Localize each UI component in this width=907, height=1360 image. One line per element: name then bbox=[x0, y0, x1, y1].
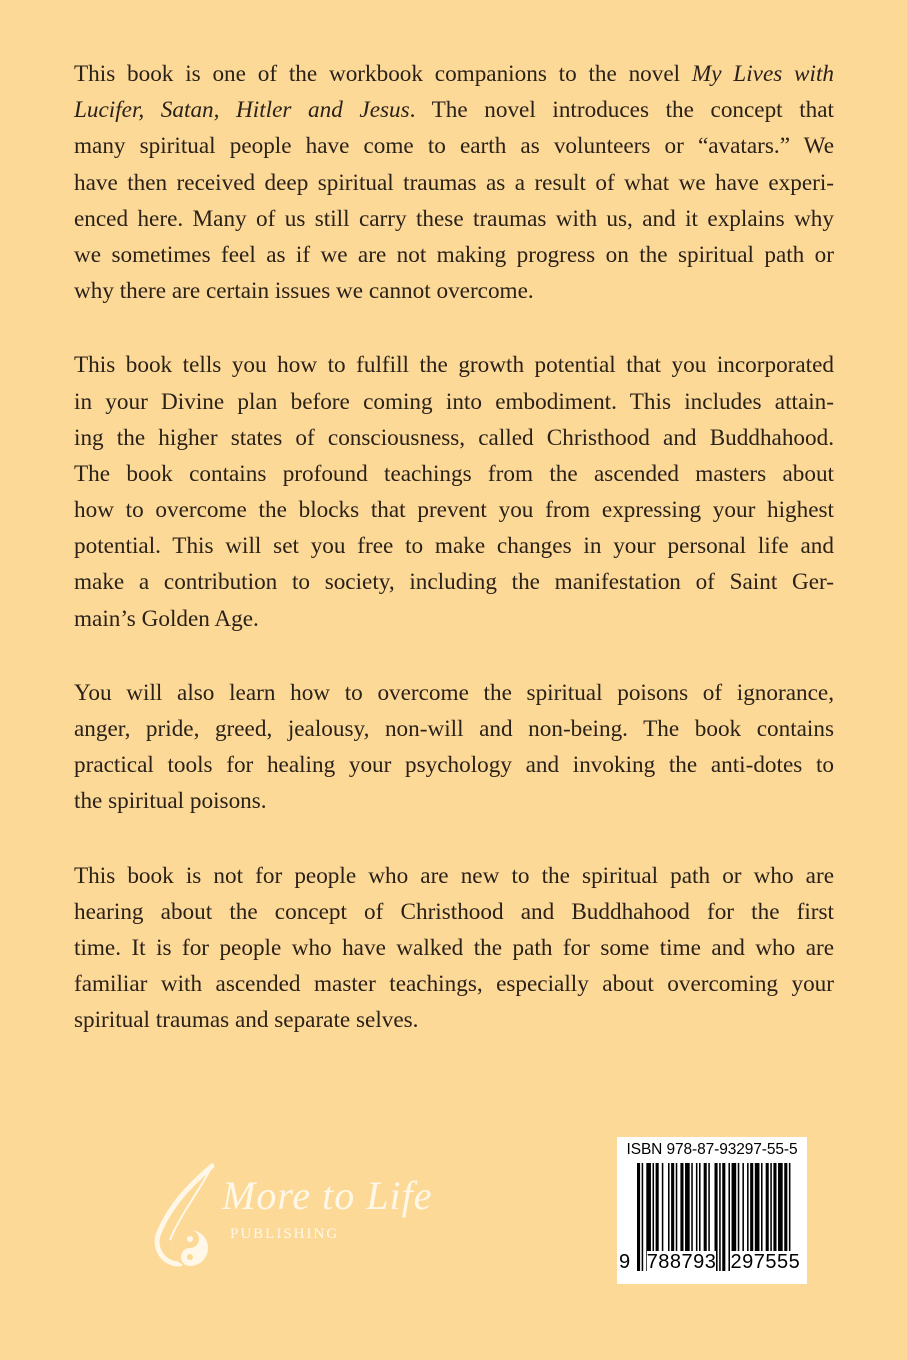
back-cover-text bbox=[74, 56, 834, 1039]
text-line: the spiritual poisons. bbox=[74, 788, 267, 815]
paragraph-gap bbox=[74, 637, 834, 675]
barcode-digit-first: 9 bbox=[619, 1251, 631, 1273]
paragraph-gap bbox=[74, 309, 834, 347]
text-line: time. It is for people who have walked the path for some time and who are bbox=[74, 934, 834, 961]
paragraph bbox=[74, 347, 834, 637]
isbn-label: ISBN 978-87-93297-55-5 bbox=[626, 1141, 798, 1158]
text-line: potential. This will set you free to make changes in your personal life and bbox=[74, 533, 834, 560]
text-line: many spiritual people have come to earth as volunteers or “avatars.” We bbox=[74, 133, 834, 160]
text-line: Lucifer, Satan, Hitler and Jesus. The novel introduces the concept that bbox=[74, 97, 834, 124]
text-line: spiritual traumas and separate selves. bbox=[74, 1007, 419, 1034]
text-line: familiar with ascended master teachings, especially about overcoming your bbox=[74, 971, 834, 998]
text-line: hearing about the concept of Christhood and Buddhahood for the first bbox=[74, 898, 834, 925]
paragraph bbox=[74, 858, 834, 1039]
text-line: how to overcome the blocks that prevent you from expressing your highest bbox=[74, 497, 834, 524]
publisher-logo bbox=[150, 1160, 450, 1270]
text-line: This book tells you how to fulfill the growth potential that you incorporated bbox=[74, 352, 834, 379]
paragraph bbox=[74, 56, 834, 309]
book-title: My Lives with bbox=[691, 61, 834, 87]
text-line: The book contains profound teachings from the ascended masters about bbox=[74, 460, 834, 487]
isbn-barcode bbox=[617, 1137, 807, 1284]
text-line: ing the higher states of consciousness, called Christhood and Buddhahood. bbox=[74, 424, 834, 451]
publisher-subtitle: PUBLISHING bbox=[230, 1226, 340, 1242]
text-line: make a contribution to society, including the manifestation of Saint Ger- bbox=[74, 569, 834, 596]
text-line: we sometimes feel as if we are not making progress on the spiritual path or bbox=[74, 241, 834, 268]
text-line: This book is one of the workbook companions to the novel My Lives with bbox=[74, 61, 834, 87]
text-line: practical tools for healing your psychology and invoking the anti-dotes to bbox=[74, 752, 834, 779]
text-line: enced here. Many of us still carry these traumas with us, and it explains why bbox=[74, 205, 834, 232]
publisher-name: More to Life bbox=[222, 1173, 433, 1218]
barcode-digits-left: 788793 bbox=[646, 1251, 717, 1273]
text-line: main’s Golden Age. bbox=[74, 605, 259, 632]
text-line: This book is not for people who are new to the spiritual path or who are bbox=[74, 862, 834, 889]
barcode-digits-right: 297555 bbox=[730, 1251, 801, 1273]
text-line: have then received deep spiritual traumas as a result of what we have experi- bbox=[74, 169, 834, 196]
paragraph bbox=[74, 675, 834, 820]
paragraph-gap bbox=[74, 820, 834, 858]
book-title: Lucifer, Satan, Hitler and Jesus bbox=[74, 97, 410, 124]
barcode-digits bbox=[619, 1251, 805, 1274]
text-line: anger, pride, greed, jealousy, non-will and non-being. The book contains bbox=[74, 716, 834, 742]
text-line: in your Divine plan before coming into embodiment. This includes attain- bbox=[74, 388, 834, 415]
text-line: why there are certain issues we cannot overcome. bbox=[74, 278, 534, 305]
text-line: You will also learn how to overcome the spiritual poisons of ignorance, bbox=[74, 679, 834, 706]
yin-yang-swirl-icon bbox=[150, 1160, 230, 1270]
